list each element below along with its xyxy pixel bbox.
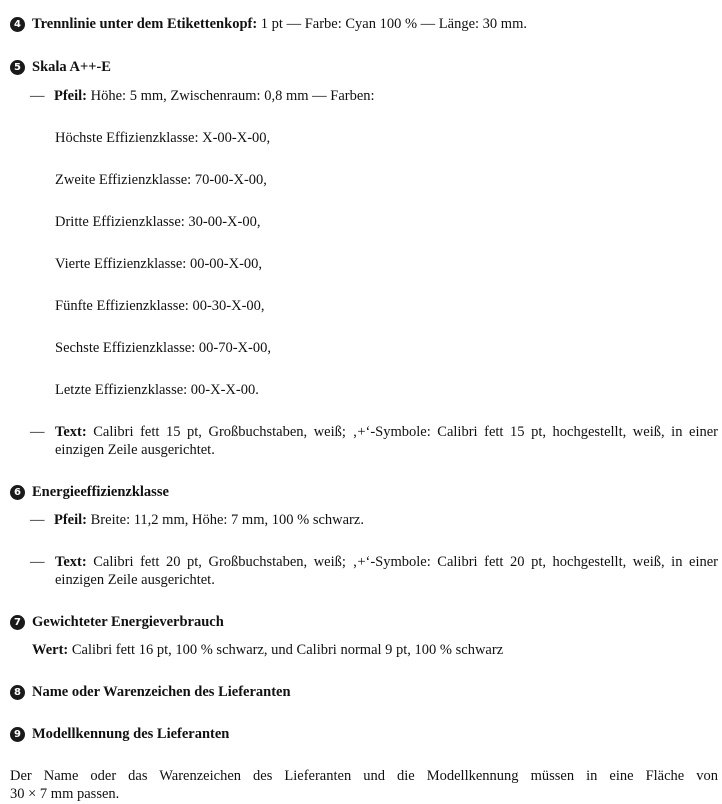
section-8-title: Name oder Warenzeichen des Lieferanten: [32, 684, 291, 700]
section-number-badge: 8: [10, 685, 25, 700]
arrow-label: Pfeil:: [54, 512, 88, 528]
section-9-title: Modellkennung des Lieferanten: [32, 726, 230, 742]
section-4-heading: [10, 14, 527, 34]
color-class-2: Zweite Effizienzklasse: 70-00-X-00,: [55, 172, 267, 188]
section-7-title: Gewichteter Energieverbrauch: [32, 614, 224, 630]
section-7-value-spec: [32, 640, 503, 660]
arrow-text: Breite: 11,2 mm, Höhe: 7 mm, 100 % schwarz.: [87, 512, 364, 528]
section-number-badge: 9: [10, 727, 25, 742]
section-6-title: Energieeffizienzklasse: [32, 484, 169, 500]
section-6-heading: [10, 482, 169, 502]
section-5-text-spec: [55, 422, 718, 442]
text-spec-line-2: einzigen Zeile ausgerichtet.: [55, 572, 215, 588]
dash: —: [30, 424, 45, 440]
text-spec-line-2: einzigen Zeile ausgerichtet.: [55, 442, 215, 458]
section-4-title: Trennlinie unter dem Etikettenkopf:: [32, 16, 258, 32]
section-4-text: 1 pt — Farbe: Cyan 100 % — Länge: 30 mm.: [257, 16, 527, 32]
section-7-heading: [10, 612, 224, 632]
section-number-badge: 7: [10, 615, 25, 630]
text-spec-line-1: Calibri fett 20 pt, Großbuchstaben, weiß; ‚+‘-Symbole: Calibri fett 20 pt, hochgestellt, weiß, in einer: [86, 554, 718, 570]
section-9-heading: [10, 724, 229, 744]
closing-line-1: Der Name oder das Warenzeichen des Lieferanten und die Modellkennung müssen in eine Fläche von: [10, 768, 718, 784]
text-label: Text:: [55, 424, 87, 440]
color-class-5: Fünfte Effizienzklasse: 00-30-X-00,: [55, 298, 265, 314]
arrow-text: Höhe: 5 mm, Zwischenraum: 0,8 mm — Farben:: [87, 88, 375, 104]
color-class-3: Dritte Effizienzklasse: 30-00-X-00,: [55, 214, 261, 230]
color-class-6: Sechste Effizienzklasse: 00-70-X-00,: [55, 340, 271, 356]
section-6-text-spec: [55, 552, 718, 572]
text-spec-line-1: Calibri fett 15 pt, Großbuchstaben, weiß; ‚+‘-Symbole: Calibri fett 15 pt, hochgestellt, weiß, in einer: [86, 424, 718, 440]
dash: —: [30, 88, 45, 104]
section-6-arrow-spec: [30, 510, 364, 530]
section-5-title: Skala A++-E: [32, 59, 111, 75]
section-5-arrow-spec: [30, 86, 375, 106]
closing-line-2: 30 × 7 mm passen.: [10, 786, 120, 802]
dash: —: [30, 554, 45, 570]
section-8-heading: [10, 682, 291, 702]
color-class-7: Letzte Effizienzklasse: 00-X-X-00.: [55, 382, 259, 398]
color-class-1: Höchste Effizienzklasse: X-00-X-00,: [55, 130, 271, 146]
section-number-badge: 4: [10, 17, 25, 32]
value-text: Calibri fett 16 pt, 100 % schwarz, und Calibri normal 9 pt, 100 % schwarz: [68, 642, 504, 658]
dash: —: [30, 512, 45, 528]
section-number-badge: 5: [10, 60, 25, 75]
color-class-4: Vierte Effizienzklasse: 00-00-X-00,: [55, 256, 263, 272]
value-label: Wert:: [32, 642, 69, 658]
section-number-badge: 6: [10, 485, 25, 500]
section-5-heading: [10, 57, 111, 77]
text-label: Text:: [55, 554, 87, 570]
arrow-label: Pfeil:: [54, 88, 88, 104]
